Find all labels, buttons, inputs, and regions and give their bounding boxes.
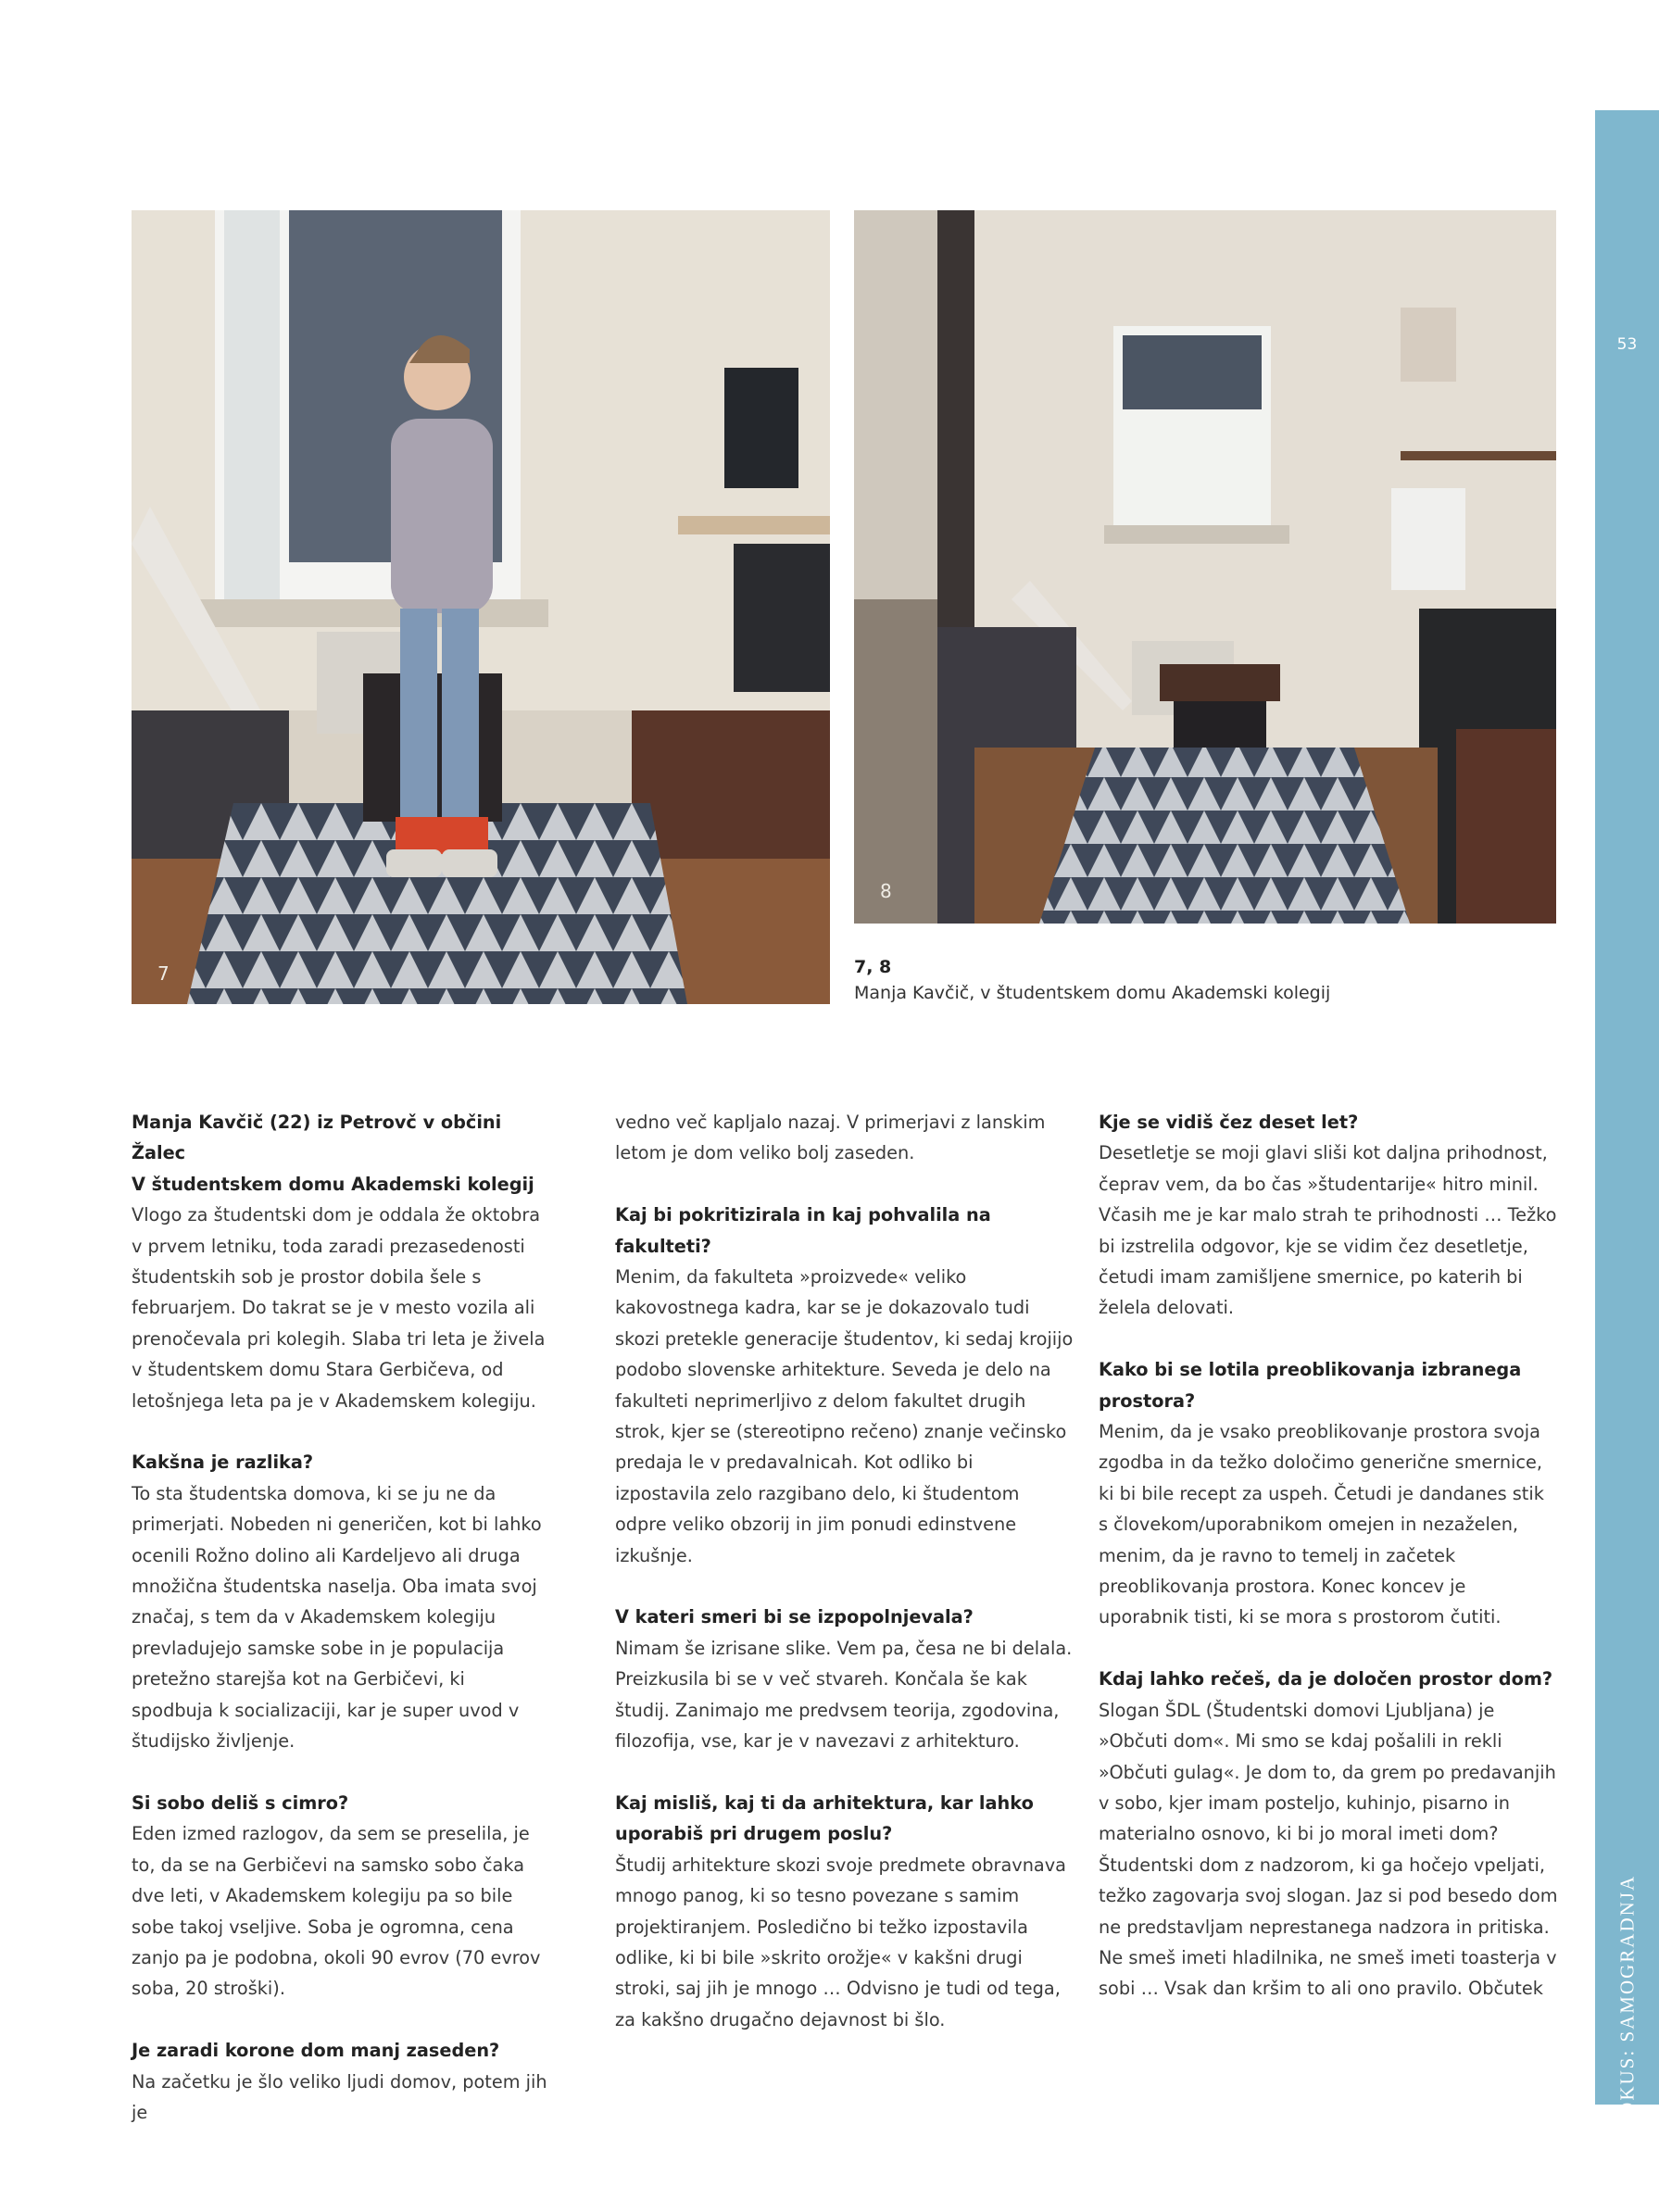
paragraph-gap [1099, 1633, 1558, 1664]
answer-paragraph: Slogan ŠDL (Študentski domovi Ljubljana) je »Občuti dom«. Mi smo se kdaj pošalili in rekli »Občuti gulag«. Je dom to, da grem po predavanjih v sobo, kjer imam posteljo, kuhinjo, pisarno in materialno osnovo, ki bi jo moral imeti dom? Študentski dom z nadzorom, ki ga hočejo vpeljati, težko zagovarja svoj slogan. Jaz si pod besedo dom ne predstavljam neprestanega nadzora in pritiska. Ne smeš imeti hladilnika, ne smeš imeti toasterja v sobi … Vsak dan kršim to ali ono pravilo. Občutek [1099, 1699, 1558, 2000]
question-heading: Manja Kavčič (22) iz Petrovč v občini Žalec [132, 1112, 502, 1164]
answer-paragraph: vedno več kapljalo nazaj. V primerjavi z lanskim letom je dom veliko bolj zaseden. [615, 1112, 1046, 1164]
paragraph-gap [1099, 1324, 1558, 1354]
section-label: FOKUS: SAMOGRADNJA [1615, 1874, 1639, 2130]
paragraph-gap [132, 2005, 550, 2035]
paragraph-gap [132, 1416, 550, 1447]
question-heading: V študentskem domu Akademski kolegij [132, 1173, 534, 1195]
paragraph-gap [615, 1571, 1074, 1602]
question-heading: Kdaj lahko rečeš, da je določen prostor dom? [1099, 1668, 1553, 1690]
question-heading: Kako bi se lotila preoblikovanja izbranega prostora? [1099, 1359, 1522, 1412]
photo-caption [854, 954, 1391, 1006]
paragraph-gap [615, 1757, 1074, 1788]
question-heading: V kateri smeri bi se izpopolnjevala? [615, 1606, 974, 1628]
answer-paragraph: Na začetku je šlo veliko ljudi domov, potem jih je [132, 2070, 547, 2123]
answer-paragraph: Menim, da fakulteta »proizvede« veliko kakovostnega kadra, kar se je dokazovalo tudi skozi pretekle generacije študentov, ki sedaj krojijo podobo slovenske arhitekture. Seveda je delo na fakulteti neprimerljivo z delom fakultet drugih strok, kjer se (stereotipno rečeno) znanje večinsko predaja le v predavalnicah. Kot odliko bi izpostavila zelo razgibano delo, ki študentom odpre veliko obzorij in jim ponudi edinstvene izkušnje. [615, 1266, 1074, 1566]
question-heading: Si sobo deliš s cimro? [132, 1791, 349, 1814]
article-column-2 [615, 1107, 1074, 2035]
answer-paragraph: Menim, da je vsako preoblikovanje prostora svoja zgodba in da težko določimo generične smernice, ki bi bile recept za uspeh. Četudi je dandanes stik s človekom/uporabnikom omejen in nezaželen, menim, da je ravno to temelj in začetek preoblikovanja prostora. Konec koncev je uporabnik tisti, ki se mora s prostorom čutiti. [1099, 1421, 1544, 1628]
article-column-1 [132, 1107, 550, 2128]
answer-paragraph: Nimam še izrisane slike. Vem pa, česa ne bi delala. Preizkusila bi se v več stvareh. Končala še kak študij. Zanimajo me predvsem teorija, zgodovina, filozofija, vse, kar je v navezavi z arhitekturo. [615, 1637, 1073, 1753]
caption-text: Manja Kavčič, v študentskem domu Akademski kolegij [854, 983, 1331, 1003]
photo-number: 8 [880, 880, 892, 902]
photo-number: 7 [157, 962, 170, 985]
question-heading: Je zaradi korone dom manj zaseden? [132, 2040, 500, 2062]
question-heading: Kaj misliš, kaj ti da arhitektura, kar lahko uporabiš pri drugem poslu? [615, 1791, 1034, 1845]
photo-8 [854, 210, 1556, 924]
paragraph-gap [132, 1757, 550, 1788]
photo-7 [132, 210, 830, 1004]
answer-paragraph: Študij arhitekture skozi svoje predmete obravnava mnogo panog, ki so tesno povezane s samim projektiranjem. Posledično bi težko izpostavila odlike, ki bi bile »skrito orožje« v kakšni drugi stroki, saj jih je mnogo … Odvisno je tudi od tega, za kakšno drugačno dejavnost bi šlo. [615, 1854, 1066, 2030]
answer-paragraph: To sta študentska domova, ki se ju ne da primerjati. Nobeden ni generičen, kot bi lahko ocenili Rožno dolino ali Kardeljevo ali druga množična študentska naselja. Oba imata svoj značaj, s tem da v Akademskem kolegiju prevladujejo samske sobe in je populacija pretežno starejša kot na Gerbičevi, ki spodbuja k socializaciji, kar je super uvod v študijsko življenje. [132, 1482, 542, 1753]
question-heading: Kakšna je razlika? [132, 1452, 314, 1474]
question-heading: Kje se vidiš čez deset let? [1099, 1112, 1359, 1133]
caption-numbers: 7, 8 [854, 957, 892, 977]
room-photo [854, 210, 1556, 924]
answer-paragraph: Eden izmed razlogov, da sem se preselila, je to, da se na Gerbičevi na samsko sobo čaka dve leti, v Akademskem kolegiju pa so bile sobe takoj vseljive. Soba je ogromna, cena zanjo pa je podobna, okoli 90 evrov (70 evrov soba, 20 stroški). [132, 1823, 541, 2000]
page-number: 53 [1616, 335, 1638, 354]
section-sidebar [1595, 110, 1659, 2130]
answer-paragraph: Vlogo za študentski dom je oddala že oktobra v prvem letniku, toda zaradi prezasedenosti študentskih sob je prostor dobila šele s februarjem. Do takrat se je v mesto vozila ali prenočevala pri kolegih. Slaba tri leta je živela v študentskem domu Stara Gerbičeva, od letošnjega leta pa je v Akademskem kolegiju. [132, 1204, 546, 1412]
article-column-3 [1099, 1107, 1558, 2005]
question-heading: Kaj bi pokritizirala in kaj pohvalila na fakulteti? [615, 1204, 991, 1257]
answer-paragraph: Desetletje se moji glavi sliši kot daljna prihodnost, čeprav vem, da bo čas »študentarije« hitro minil. Včasih me je kar malo strah te prihodnosti … Težko bi izstrelila odgovor, kje se vidim čez desetletje, četudi imam zamišljene smernice, po katerih bi želela delovati. [1099, 1142, 1557, 1319]
room-photo-with-person [132, 210, 830, 1004]
paragraph-gap [615, 1169, 1074, 1200]
